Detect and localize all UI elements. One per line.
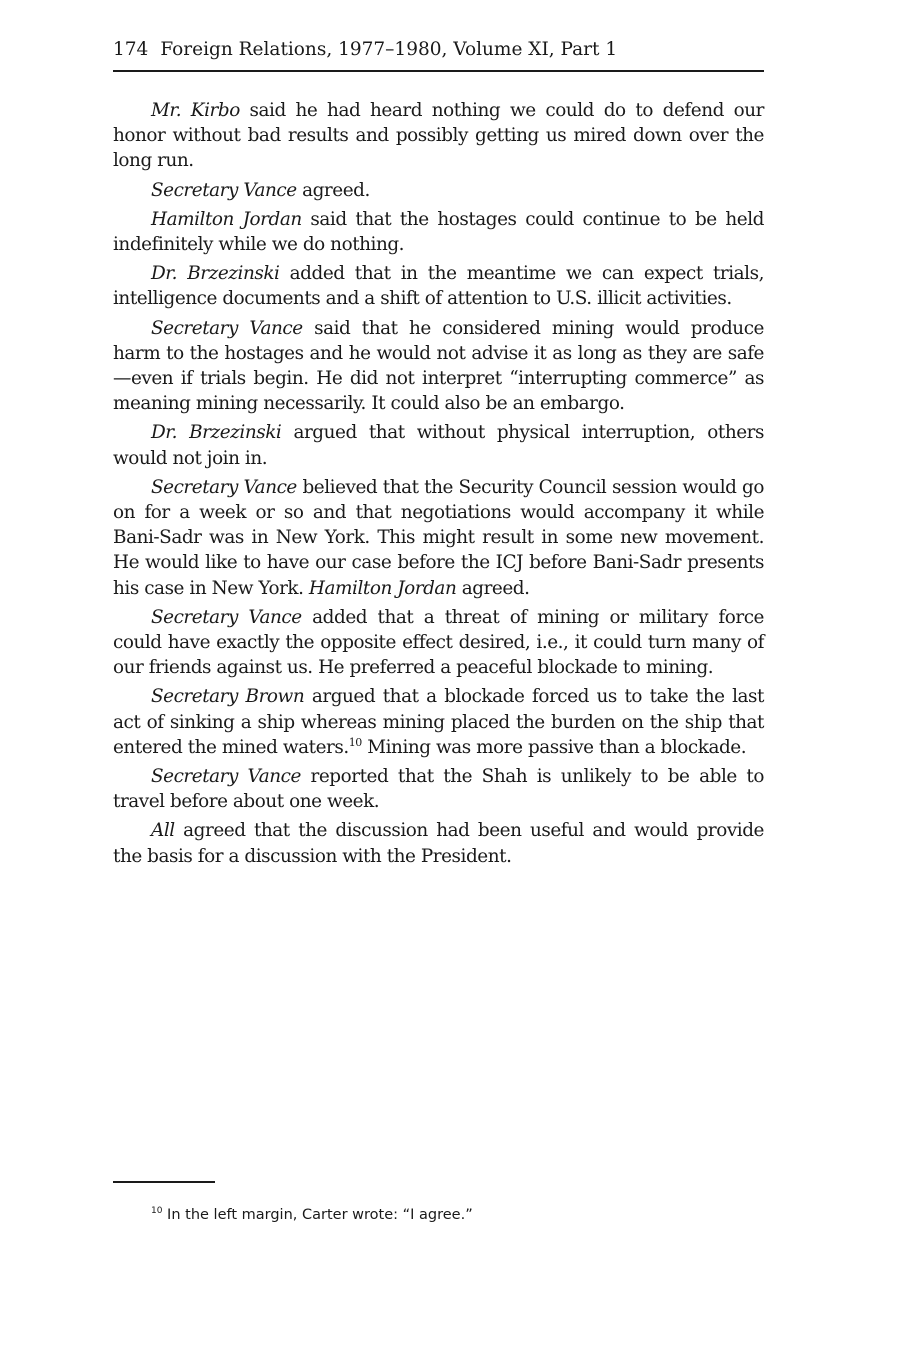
running-title: Foreign Relations, 1977–1980, Volume XI, Part 1 <box>160 39 618 60</box>
paragraph <box>113 605 764 681</box>
paragraph-text: reported that the Shah is unlikely to be able to travel before about one week. <box>113 766 764 813</box>
paragraph-text: said that he considered mining would produce harm to the hostages and he would not advise it as long as they are safe—even if trials begin. He did not interpret “interrupting commerce” as meaning mining necessarily. It could also be an embargo. <box>113 317 764 415</box>
paragraph <box>113 178 764 203</box>
paragraph-text: believed that the Security Council session would go on for a week or so and that negotiations would accompany it while Bani-Sadr was in New York. This might result in some new movement. He would like to have our case before the ICJ before Bani-Sadr presents his case in New York. <box>113 476 764 599</box>
paragraph <box>113 818 764 868</box>
speaker-name: Hamilton Jordan <box>308 577 457 599</box>
footnote <box>151 1206 473 1224</box>
paragraph-text: added that in the meantime we can expect trials, intelligence documents and a shift of attention to U.S. illicit activities. <box>113 263 765 310</box>
speaker-name: Secretary Vance <box>151 317 303 339</box>
speaker-name: Mr. Kirbo <box>151 100 240 121</box>
paragraph <box>113 684 764 760</box>
speaker-name: Secretary Vance <box>151 476 297 498</box>
speaker-name: Secretary Vance <box>151 179 297 201</box>
paragraph-text: agreed. <box>296 179 370 201</box>
paragraph <box>113 764 764 814</box>
paragraph-text: added that a threat of mining or military force could have exactly the opposite effect desired, i.e., it could turn many of our friends against us. He preferred a peaceful blockade to mining. <box>113 606 764 679</box>
footnote-divider <box>113 1181 215 1183</box>
paragraph-text: said that the hostages could continue to be held indefinitely while we do nothing. <box>113 208 764 256</box>
paragraph-text: agreed that the discussion had been useful and would provide the basis for a discussion with the President. <box>113 820 764 867</box>
paragraph-text: said he had heard nothing we could do to defend our honor without bad results and possibly getting us mired down over the long run. <box>113 100 765 172</box>
speaker-name: All <box>151 820 175 842</box>
paragraph-text: argued that a blockade forced us to take the last act of sinking a ship whereas mining placed the burden on the ship that entered the mined waters. <box>113 686 764 758</box>
footnote-number: 10 <box>151 1206 163 1217</box>
speaker-name: Secretary Vance <box>151 606 302 628</box>
speaker-name: Secretary Vance <box>151 766 301 788</box>
speaker-name: Secretary Brown <box>151 686 305 708</box>
paragraph <box>113 420 764 470</box>
document-body <box>113 98 764 873</box>
footnote-reference[interactable]: 10 <box>348 735 362 749</box>
paragraph-text: agreed. <box>456 577 530 599</box>
page-number: 174 <box>113 39 149 60</box>
footnote-text: In the left margin, Carter wrote: “I agree.” <box>162 1207 473 1223</box>
running-header <box>113 38 764 72</box>
speaker-name: Dr. Brzezinski <box>151 263 280 285</box>
paragraph-text: argued that without physical interruption, others would not join in. <box>113 422 764 469</box>
paragraph <box>113 207 764 257</box>
speaker-name: Dr. Brzezinski <box>151 422 282 444</box>
paragraph <box>113 316 764 417</box>
paragraph <box>113 261 764 311</box>
paragraph-text: Mining was more passive than a blockade. <box>361 736 747 758</box>
paragraph <box>113 98 764 174</box>
speaker-name: Hamilton Jordan <box>151 208 302 230</box>
paragraph <box>113 475 764 601</box>
